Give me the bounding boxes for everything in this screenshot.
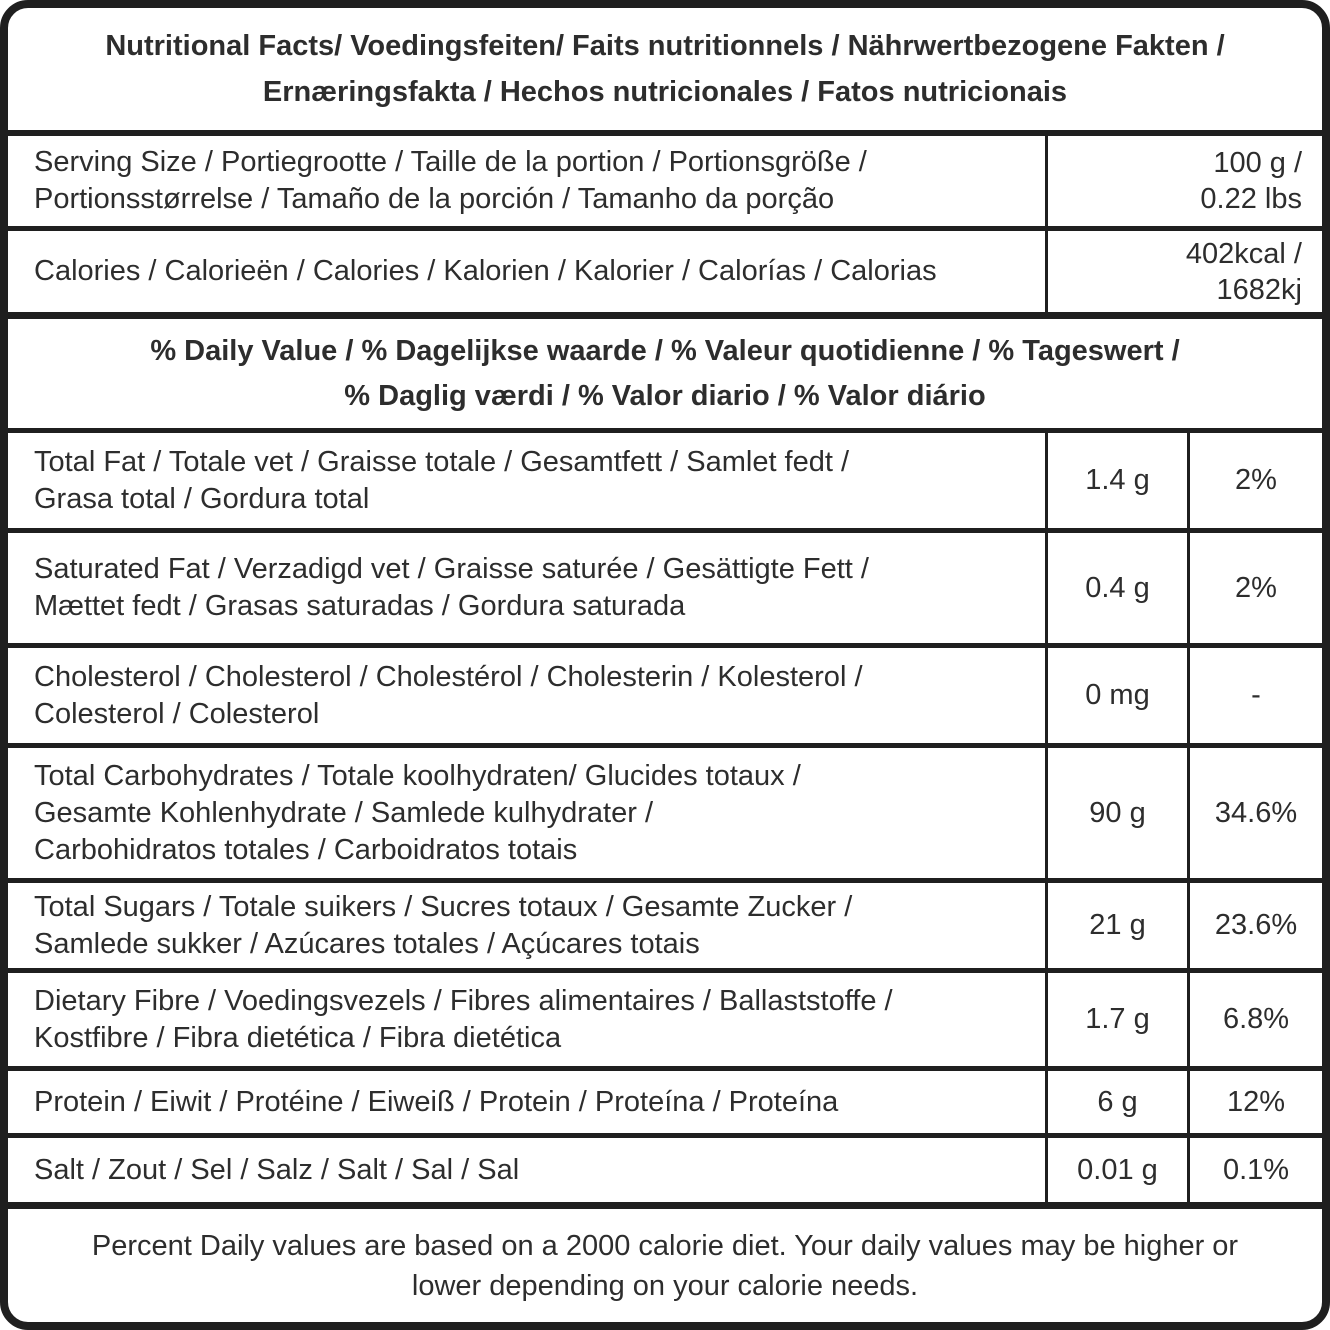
label-title-row <box>8 8 1322 130</box>
calories-row <box>8 226 1322 312</box>
nutrient-amount: 1.4 g <box>1045 433 1187 528</box>
nutrient-row-saturated-fat <box>8 528 1322 643</box>
nutrient-label: Salt / Zout / Sel / Salz / Salt / Sal / Sal <box>34 1153 520 1186</box>
nutrient-percent: 2% <box>1187 533 1322 643</box>
nutrient-label: Total Sugars / Totale suikers / Sucres totaux / Gesamte Zucker / Samlede sukker / Azúcares totales / Açúcares totais <box>34 890 853 960</box>
nutrient-row-total-carbohydrates <box>8 743 1322 878</box>
serving-size-value: 100 g / 0.22 lbs <box>1045 136 1322 226</box>
nutrient-row-total-fat <box>8 428 1322 528</box>
nutrient-amount: 21 g <box>1045 883 1187 968</box>
nutrient-percent: 6.8% <box>1187 973 1322 1066</box>
footnote: Percent Daily values are based on a 2000 calorie diet. Your daily values may be higher or lower depending on your calorie needs. <box>91 1229 1239 1302</box>
nutrient-label: Protein / Eiwit / Protéine / Eiweiß / Protein / Proteína / Proteína <box>34 1085 839 1118</box>
nutrient-label: Total Fat / Totale vet / Graisse totale / Gesamtfett / Samlet fedt / Grasa total / Gordura total <box>34 445 850 515</box>
nutrient-label: Dietary Fibre / Voedingsvezels / Fibres alimentaires / Ballaststoffe / Kostfibre / Fibra dietética / Fibra dietética <box>34 984 893 1054</box>
serving-size-label: Serving Size / Portiegrootte / Taille de la portion / Portionsgröße / Portionsstørrelse / Tamaño de la porción / Tamanho da porção <box>34 146 867 215</box>
nutrient-percent: 34.6% <box>1187 748 1322 878</box>
nutrient-row-salt <box>8 1133 1322 1202</box>
nutrient-percent: 12% <box>1187 1071 1322 1133</box>
nutrient-percent: 2% <box>1187 433 1322 528</box>
nutrient-percent: - <box>1187 648 1322 743</box>
footnote-row <box>8 1202 1322 1322</box>
serving-size-row <box>8 130 1322 226</box>
daily-value-header-row <box>8 312 1322 428</box>
nutrient-label: Cholesterol / Cholesterol / Cholestérol / Cholesterin / Kolesterol / Colesterol / Colesterol <box>34 660 863 730</box>
nutrient-amount: 90 g <box>1045 748 1187 878</box>
nutrient-amount: 0.01 g <box>1045 1138 1187 1202</box>
calories-value: 402kcal / 1682kj <box>1045 231 1322 312</box>
nutrient-label: Total Carbohydrates / Totale koolhydraten/ Glucides totaux / Gesamte Kohlenhydrate / Samlede kulhydrater / Carbohidratos totales / Carboidratos totais <box>34 759 801 866</box>
nutrient-row-dietary-fibre <box>8 968 1322 1066</box>
nutrient-amount: 0.4 g <box>1045 533 1187 643</box>
nutrient-percent: 0.1% <box>1187 1138 1322 1202</box>
nutrient-row-total-sugars <box>8 878 1322 968</box>
nutrient-row-protein <box>8 1066 1322 1133</box>
nutrient-label: Saturated Fat / Verzadigd vet / Graisse saturée / Gesättigte Fett / Mættet fedt / Grasas saturadas / Gordura saturada <box>34 553 869 622</box>
nutrient-amount: 1.7 g <box>1045 973 1187 1066</box>
nutrient-amount: 6 g <box>1045 1071 1187 1133</box>
daily-value-header: % Daily Value / % Dagelijkse waarde / % Valeur quotidienne / % Tageswert / % Daglig værdi / % Valor diario / % Valor diário <box>150 334 1180 412</box>
nutrient-row-cholesterol <box>8 643 1322 743</box>
nutrient-percent: 23.6% <box>1187 883 1322 968</box>
calories-label: Calories / Calorieën / Calories / Kalorien / Kalorier / Calorías / Calorias <box>34 255 937 287</box>
label-title: Nutritional Facts/ Voedingsfeiten/ Faits nutritionnels / Nährwertbezogene Fakten / Ernæringsfakta / Hechos nutricionales / Fatos nutricionais <box>105 30 1225 108</box>
nutrient-amount: 0 mg <box>1045 648 1187 743</box>
